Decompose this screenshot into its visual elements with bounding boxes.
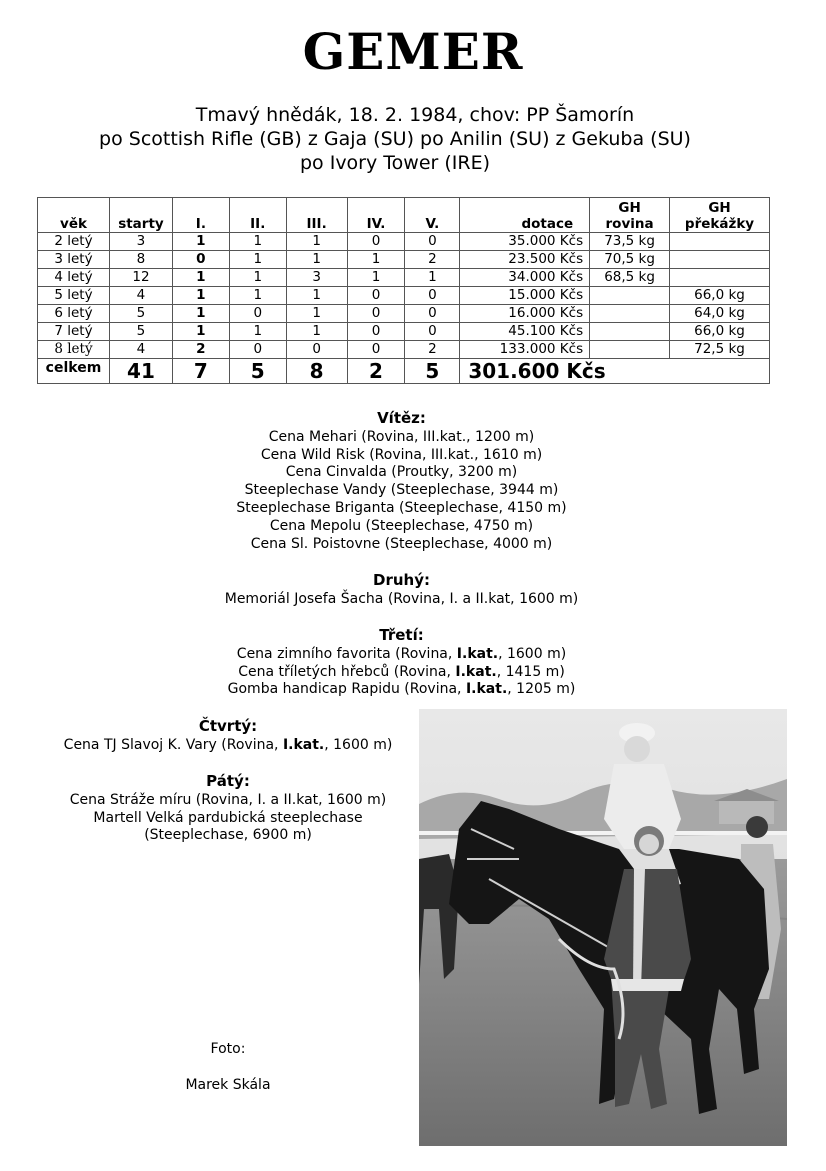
table-cell: 23.500 Kčs — [460, 251, 590, 269]
race-item: Cena zimního favorita (Rovina, I.kat., 1600 m) — [236, 645, 567, 662]
fourth-section — [40, 718, 416, 755]
winner-heading: Vítěz: — [377, 409, 426, 427]
table-cell: 2 letý — [38, 233, 110, 251]
table-row — [38, 305, 770, 323]
table-cell: 66,0 kg — [670, 287, 770, 305]
table-cell: 1 — [405, 269, 460, 287]
table-cell: 3 — [286, 269, 347, 287]
table-cell: 0 — [347, 287, 405, 305]
race-item: Gomba handicap Rapidu (Rovina, I.kat., 1205 m) — [227, 681, 576, 698]
table-cell: 2 — [172, 341, 229, 359]
fifth-section — [40, 773, 416, 845]
table-cell: 133.000 Kčs — [460, 341, 590, 359]
pedigree-line-2: po Ivory Tower (IRE) — [299, 152, 490, 174]
table-cell: 34.000 Kčs — [460, 269, 590, 287]
race-item: Steeplechase Vandy (Steeplechase, 3944 m) — [244, 482, 559, 499]
table-cell: 6 letý — [38, 305, 110, 323]
table-cell — [590, 305, 670, 323]
col-header: II. — [229, 198, 286, 233]
col-header: starty — [109, 198, 172, 233]
table-cell — [670, 269, 770, 287]
total-cell: 8 — [286, 359, 347, 384]
third-heading: Třetí: — [379, 626, 424, 644]
race-item: Memoriál Josefa Šacha (Rovina, I. a II.kat, 1600 m) — [224, 590, 579, 607]
photo-credit-name: Marek Skála — [185, 1077, 271, 1093]
third-section — [100, 627, 703, 699]
table-cell: 0 — [347, 305, 405, 323]
table-cell — [590, 287, 670, 305]
table-cell: 73,5 kg — [590, 233, 670, 251]
table-row — [38, 341, 770, 359]
table-cell — [590, 323, 670, 341]
col-header: V. — [405, 198, 460, 233]
table-header-row — [38, 198, 770, 233]
table-cell: 15.000 Kčs — [460, 287, 590, 305]
pedigree-line-1: po Scottish Rifle (GB) z Gaja (SU) po Anilin (SU) z Gekuba (SU) — [99, 128, 691, 150]
table-cell: 4 — [109, 287, 172, 305]
horse-name: GEMER — [302, 22, 524, 81]
table-cell: 3 letý — [38, 251, 110, 269]
table-cell: 16.000 Kčs — [460, 305, 590, 323]
table-cell: 5 letý — [38, 287, 110, 305]
table-cell — [590, 341, 670, 359]
race-item: (Steeplechase, 6900 m) — [144, 827, 312, 844]
total-cell: 5 — [229, 359, 286, 384]
table-cell: 0 — [286, 341, 347, 359]
race-item: Cena TJ Slavoj K. Vary (Rovina, I.kat., 1600 m) — [63, 736, 393, 753]
table-cell: 2 — [405, 251, 460, 269]
table-cell: 4 — [109, 341, 172, 359]
col-header: dotace — [460, 198, 590, 233]
table-cell: 1 — [172, 323, 229, 341]
table-cell: 1 — [229, 269, 286, 287]
table-cell: 1 — [286, 251, 347, 269]
table-row — [38, 287, 770, 305]
table-cell: 5 — [109, 305, 172, 323]
table-cell: 3 — [109, 233, 172, 251]
table-cell: 1 — [229, 251, 286, 269]
table-cell: 5 — [109, 323, 172, 341]
race-item: Steeplechase Briganta (Steeplechase, 4150 m) — [236, 499, 567, 516]
table-cell: 12 — [109, 269, 172, 287]
total-cell: 2 — [347, 359, 405, 384]
table-cell: 66,0 kg — [670, 323, 770, 341]
table-cell: 1 — [172, 233, 229, 251]
table-cell: 8 — [109, 251, 172, 269]
fourth-heading: Čtvrtý: — [198, 717, 258, 735]
race-item: Cena Mehari (Rovina, III.kat., 1200 m) — [268, 428, 535, 445]
table-cell: 1 — [286, 323, 347, 341]
race-item: Cena Cinvalda (Proutky, 3200 m) — [285, 464, 518, 481]
table-cell: 1 — [286, 305, 347, 323]
table-cell: 0 — [347, 323, 405, 341]
table-cell: 1 — [347, 269, 405, 287]
photo-credit-label: Foto: — [210, 1041, 246, 1057]
table-cell: 1 — [347, 251, 405, 269]
table-cell: 1 — [229, 233, 286, 251]
table-cell: 1 — [172, 269, 229, 287]
race-item: Cena Mepolu (Steeplechase, 4750 m) — [269, 517, 534, 534]
table-cell: 0 — [347, 233, 405, 251]
race-item: Cena tříletých hřebců (Rovina, I.kat., 1415 m) — [238, 663, 565, 680]
col-header: GH rovina — [590, 198, 670, 233]
table-row — [38, 251, 770, 269]
table-cell: 8 letý — [38, 341, 110, 359]
table-cell: 1 — [286, 287, 347, 305]
table-cell: 0 — [347, 341, 405, 359]
table-cell: 0 — [172, 251, 229, 269]
table-cell: 0 — [405, 233, 460, 251]
table-cell: 68,5 kg — [590, 269, 670, 287]
second-heading: Druhý: — [373, 571, 430, 589]
table-cell: 4 letý — [38, 269, 110, 287]
table-total-row — [38, 359, 770, 384]
table-cell: 1 — [229, 287, 286, 305]
table-row — [38, 323, 770, 341]
winner-section — [100, 410, 703, 553]
table-cell: 0 — [229, 305, 286, 323]
career-stats-table — [37, 197, 770, 384]
table-cell: 1 — [172, 287, 229, 305]
table-cell: 1 — [172, 305, 229, 323]
fifth-heading: Pátý: — [206, 772, 250, 790]
table-cell: 2 — [405, 341, 460, 359]
race-item: Cena Wild Risk (Rovina, III.kat., 1610 m) — [260, 446, 543, 463]
table-cell: 0 — [405, 287, 460, 305]
horse-with-jockey-photo — [419, 709, 787, 1146]
table-cell: 64,0 kg — [670, 305, 770, 323]
table-cell: 7 letý — [38, 323, 110, 341]
table-cell — [670, 233, 770, 251]
table-cell: 72,5 kg — [670, 341, 770, 359]
table-cell: 0 — [405, 323, 460, 341]
col-header: III. — [286, 198, 347, 233]
table-cell: 1 — [286, 233, 347, 251]
table-cell: 0 — [229, 341, 286, 359]
table-cell: 70,5 kg — [590, 251, 670, 269]
total-cell: 5 — [405, 359, 460, 384]
total-cell: 7 — [172, 359, 229, 384]
col-header: I. — [172, 198, 229, 233]
table-row — [38, 269, 770, 287]
race-item: Cena Stráže míru (Rovina, I. a II.kat, 1600 m) — [69, 791, 387, 808]
col-header: věk — [38, 198, 110, 233]
second-section — [100, 572, 703, 609]
total-label: celkem — [38, 359, 110, 384]
table-cell: 35.000 Kčs — [460, 233, 590, 251]
table-cell: 1 — [229, 323, 286, 341]
table-cell — [670, 251, 770, 269]
total-earnings: 301.600 Kčs — [460, 359, 770, 384]
col-header: GH překážky — [670, 198, 770, 233]
total-cell: 41 — [109, 359, 172, 384]
race-item: Martell Velká pardubická steeplechase — [93, 809, 363, 826]
table-row — [38, 233, 770, 251]
race-item: Cena Sl. Poistovne (Steeplechase, 4000 m) — [250, 535, 553, 552]
col-header: IV. — [347, 198, 405, 233]
horse-color-birth-breeder: Tmavý hnědák, 18. 2. 1984, chov: PP Šamorín — [195, 104, 635, 126]
table-cell: 45.100 Kčs — [460, 323, 590, 341]
table-cell: 0 — [405, 305, 460, 323]
